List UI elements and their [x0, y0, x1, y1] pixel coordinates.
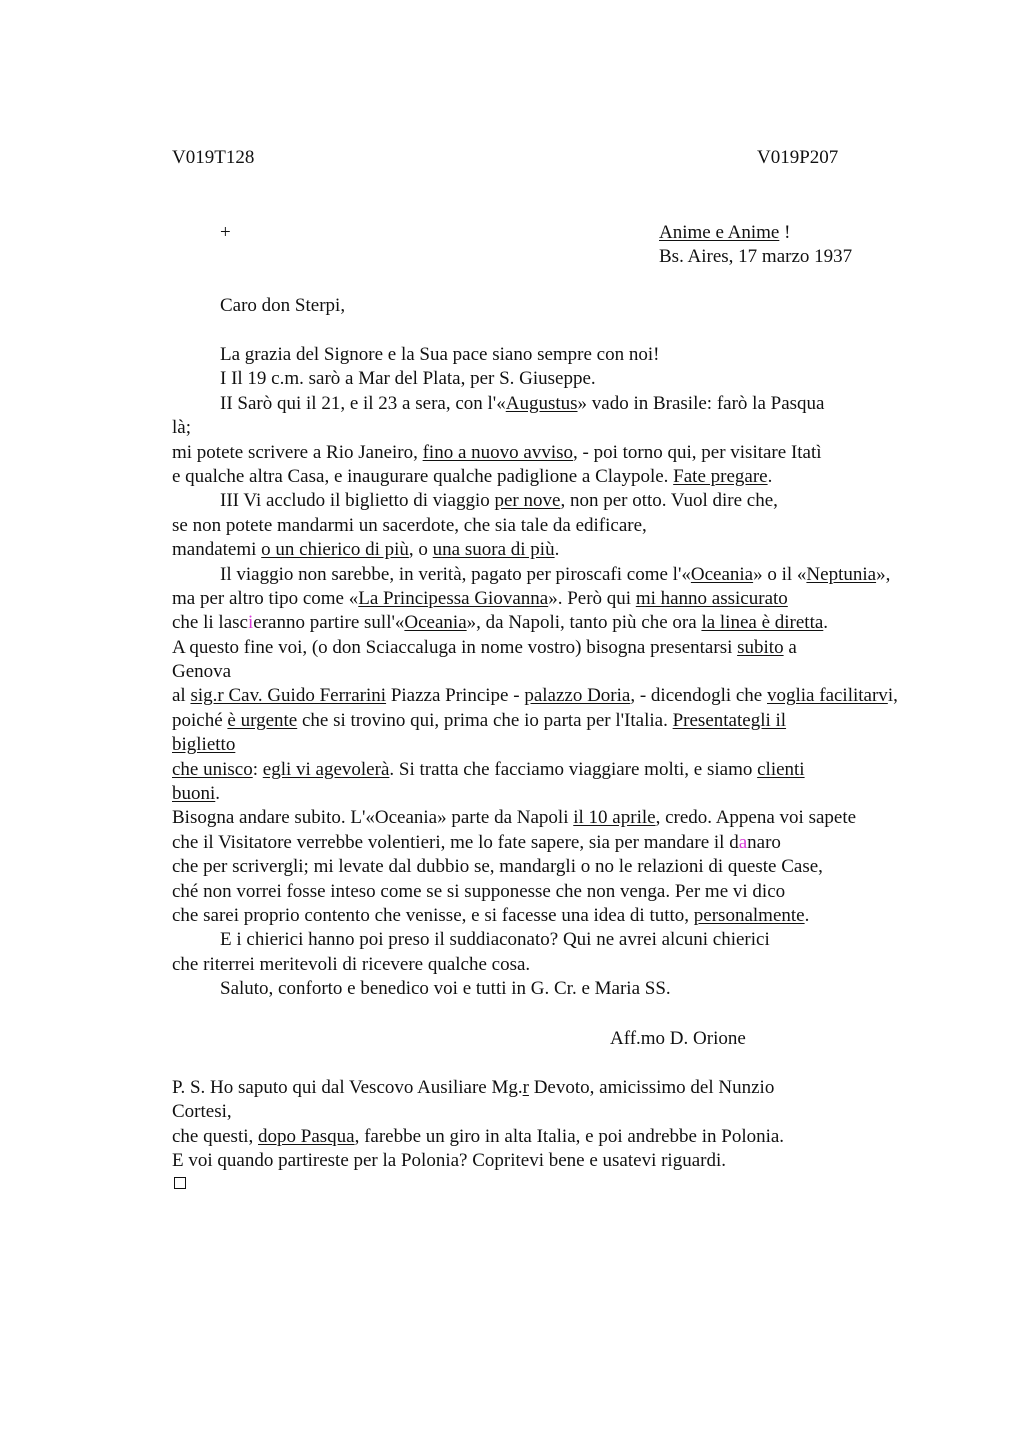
body-line [172, 709, 972, 733]
text-segment: ma per altro tipo come « [172, 587, 359, 609]
body-line [172, 928, 972, 952]
body-line [172, 563, 972, 587]
text-segment: che questi, [172, 1125, 259, 1147]
postscript-line [172, 1125, 972, 1149]
body-line [172, 514, 972, 538]
underlined-text: il 10 aprile [573, 807, 656, 829]
body-line [172, 782, 972, 806]
salutation: Caro don Sterpi, [220, 295, 346, 316]
cross-mark: + [220, 222, 231, 243]
text-segment: che si trovino qui, prima che io parta per l'Italia. [297, 709, 673, 731]
text-segment: , credo. Appena voi sapete [655, 807, 857, 829]
text-segment: Saluto, conforto e benedico voi e tutti in G. Cr. e Maria SS. [220, 978, 671, 1000]
text-segment: . [215, 783, 221, 805]
text-segment: Il viaggio non sarebbe, in verità, pagato per piroscafi come l'« [220, 563, 691, 585]
text-segment: Cortesi, [172, 1101, 232, 1123]
text-segment: Genova [172, 661, 232, 683]
body-line [172, 977, 972, 1001]
text-segment: al [172, 685, 191, 707]
header-left-code: V019T128 [172, 147, 255, 168]
motto-text: Anime e Anime [659, 222, 780, 243]
underlined-text: mi hanno assicurato [635, 587, 788, 609]
text-segment: che sarei proprio contento che venisse, e si facesse una idea di tutto, [172, 904, 694, 926]
underlined-text: per nove [494, 490, 561, 512]
body-line [172, 538, 972, 562]
text-segment: Bisogna andare subito. L'«Oceania» parte da Napoli [172, 807, 574, 829]
text-segment: . [554, 539, 560, 561]
text-segment: , - dicendogli che [630, 685, 767, 707]
underlined-text: Presentategli il [672, 709, 787, 731]
body-line [172, 611, 972, 635]
text-segment: , farebbe un giro in alta Italia, e poi andrebbe in Polonia. [354, 1125, 785, 1147]
highlighted-letter: i [247, 612, 254, 634]
highlighted-letter: a [738, 831, 748, 853]
body-line [172, 392, 972, 416]
text-segment: e qualche altra Casa, e inaugurare qualche padiglione a Claypole. [172, 465, 674, 487]
underlined-text: personalmente [693, 904, 805, 926]
text-segment: ché non vorrei fosse inteso come se si supponesse che non venga. Per me vi dico [172, 880, 786, 902]
end-box-icon [174, 1177, 186, 1189]
underlined-text: Oceania [690, 563, 754, 585]
header-right-code: V019P207 [757, 147, 839, 168]
body-line [172, 733, 972, 757]
underlined-text: La Principessa Giovanna [358, 587, 549, 609]
text-segment: che li lasc [172, 612, 248, 634]
signature: Aff.mo D. Orione [610, 1028, 746, 1049]
underlined-text: dopo Pasqua [258, 1125, 355, 1147]
text-segment: E voi quando partireste per la Polonia? Copritevi bene e usatevi riguardi. [172, 1150, 726, 1172]
underlined-text: Oceania [404, 612, 467, 634]
body-line [172, 831, 972, 855]
text-segment: Piazza Principe - [386, 685, 525, 707]
text-segment: . Si tratta che facciamo viaggiare molti, e siamo [389, 758, 758, 780]
body-line [172, 855, 972, 879]
place-date: Bs. Aires, 17 marzo 1937 [659, 246, 853, 267]
body-line [172, 489, 972, 513]
motto-suffix: ! [779, 222, 791, 243]
underlined-text: la linea è diretta [701, 612, 824, 634]
underlined-text: una suora di più [432, 539, 555, 561]
body-line [172, 880, 972, 904]
underlined-text: clienti [757, 758, 805, 780]
text-segment: . [823, 612, 829, 634]
underlined-text: biglietto [172, 734, 236, 756]
text-segment: mi potete scrivere a Rio Janeiro, [172, 441, 423, 463]
text-segment: poiché [172, 709, 228, 731]
postscript-line [172, 1149, 972, 1173]
body-line [172, 441, 972, 465]
text-segment: là; [172, 417, 191, 439]
underlined-text: Augustus [505, 392, 578, 414]
text-segment: che riterrei meritevoli di ricevere qualche cosa. [172, 953, 531, 975]
text-segment: A questo fine voi, (o don Sciaccaluga in nome vostro) bisogna presentarsi [172, 636, 738, 658]
underlined-text: subito [737, 636, 784, 658]
underlined-text: o un chierico di più [261, 539, 409, 561]
underlined-text: è urgente [227, 709, 298, 731]
postscript [172, 1076, 972, 1174]
underlined-text: che unisco [172, 758, 253, 780]
text-segment: II Sarò qui il 21, e il 23 a sera, con l'« [220, 392, 506, 414]
text-segment: La grazia del Signore e la Sua pace siano sempre con noi! [220, 344, 660, 365]
underlined-text: voglia facilitarv [767, 685, 888, 707]
underlined-text: egli vi agevolerà [262, 758, 390, 780]
text-segment: » o il « [753, 563, 807, 585]
text-segment: i, [887, 685, 898, 707]
underlined-text: Neptunia [806, 563, 877, 585]
text-segment: , non per otto. Vuol dire che, [560, 490, 778, 512]
text-segment: , o [408, 539, 433, 561]
text-segment: ». Però qui [548, 587, 636, 609]
text-segment: . [767, 465, 773, 487]
body-line [172, 758, 972, 782]
text-segment: Devoto, amicissimo del Nunzio [528, 1077, 775, 1098]
body-line [172, 367, 972, 391]
text-segment: », da Napoli, tanto più che ora [466, 612, 702, 634]
postscript-line [172, 1100, 972, 1124]
text-segment: », [876, 563, 891, 585]
text-segment: eranno partire sull'« [253, 612, 405, 634]
text-segment: III Vi accludo il biglietto di viaggio [220, 490, 495, 512]
text-segment: naro [747, 831, 781, 853]
underlined-text: Fate pregare [673, 465, 768, 487]
text-segment: mandatemi [172, 539, 262, 561]
body-line [172, 465, 972, 489]
body-line [172, 953, 972, 977]
text-segment: : [252, 758, 263, 780]
underlined-text: palazzo Doria [524, 685, 631, 707]
text-segment: . [804, 904, 810, 926]
text-segment: E i chierici hanno poi preso il suddiaconato? Qui ne avrei alcuni chierici [220, 929, 770, 951]
body-line [172, 636, 972, 660]
text-segment: che per scrivergli; mi levate dal dubbio se, mandargli o no le relazioni di queste Case, [172, 856, 823, 878]
text-segment: a [783, 636, 797, 658]
body-line [172, 806, 972, 830]
text-segment: che il Visitatore verrebbe volentieri, me lo fate sapere, sia per mandare il d [172, 831, 739, 853]
body-line [172, 684, 972, 708]
underlined-text: buoni [172, 783, 216, 805]
underlined-text: fino a nuovo avviso [422, 441, 574, 463]
body-line [172, 416, 972, 440]
underlined-text: r [522, 1077, 529, 1098]
motto [659, 221, 790, 245]
body-line [172, 587, 972, 611]
text-segment: I Il 19 c.m. sarò a Mar del Plata, per S. Giuseppe. [220, 368, 596, 390]
postscript-line [172, 1076, 972, 1100]
body-line [172, 904, 972, 928]
text-segment: » vado in Brasile: farò la Pasqua [577, 392, 825, 414]
body-line [172, 660, 972, 684]
underlined-text: sig.r Cav. Guido Ferrarini [190, 685, 387, 707]
text-segment: , - poi torno qui, per visitare Itatì [573, 441, 822, 463]
letter-body [172, 343, 972, 1002]
text-segment: P. S. Ho saputo qui dal Vescovo Ausiliare Mg. [172, 1077, 523, 1098]
body-line [172, 343, 972, 367]
text-segment: se non potete mandarmi un sacerdote, che sia tale da edificare, [172, 514, 647, 536]
